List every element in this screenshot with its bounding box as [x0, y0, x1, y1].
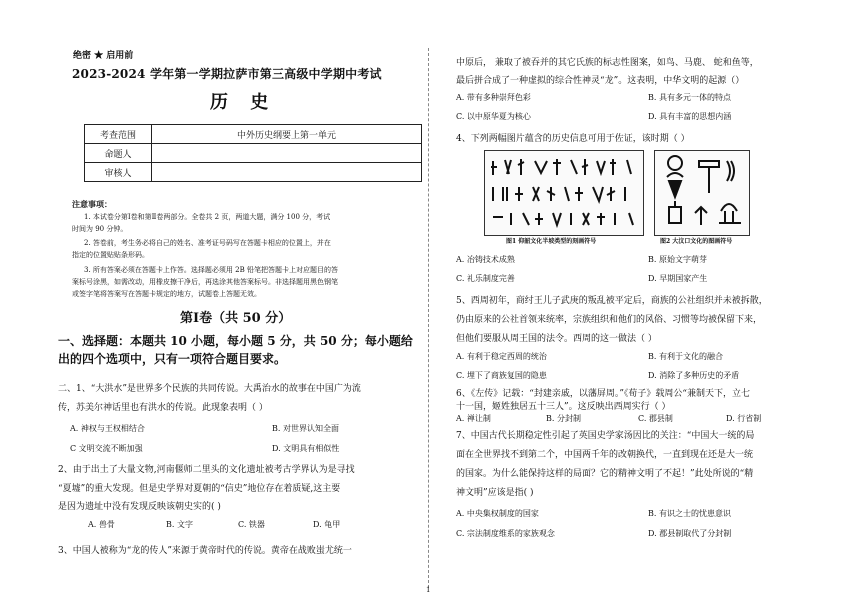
question-text: 中原后， 兼取了被吞并的其它氏族的标志性图案，如鸟、马鹿、 蛇和鱼等， — [456, 58, 759, 68]
question-text: 2、由于出土了大量文物,河南偃师二里头的文化遗址被考古学界认为是寻找 — [58, 465, 355, 475]
notes-heading: 注意事项： — [72, 199, 112, 209]
option-c: C. 礼乐制度完善 — [456, 274, 515, 283]
option-d: D. 早期国家产生 — [648, 274, 708, 283]
notes-line: 指定的位置贴贴条形码。 — [72, 251, 149, 259]
exam-title: 2023-2024 学年第一学期拉萨市第三高级中学期中考试 — [72, 67, 382, 81]
question-text: 7、中国古代长期稳定性引起了英国史学家汤因比的关注：“中国大一统的局 — [456, 431, 755, 441]
option-b: B. 具有多元一体的特点 — [648, 93, 731, 102]
dawenkou-symbols-illustration — [655, 151, 749, 235]
question-text: 5、西周初年，商纣王儿子武庚的叛乱被平定后，商族的公社组织并未被拆散， — [456, 296, 768, 306]
secret-label: 绝密 ★ 启用前 — [73, 51, 134, 61]
option-c: C. 郡县制 — [638, 414, 673, 423]
option-d: D. 龟甲 — [313, 520, 341, 529]
option-b: B. 文字 — [166, 520, 193, 529]
option-d: D. 行省制 — [726, 414, 762, 423]
info-key: 审核人 — [85, 163, 152, 182]
option-a: A. 带有多种崇拜色彩 — [456, 93, 531, 102]
option-a: A. 兽骨 — [88, 520, 115, 529]
option-d: D. 具有丰富的思想内涵 — [648, 112, 732, 121]
question-text: 的国家。为什么能保持这样的局面？它的精神文明了不起！”此处所说的“精 — [456, 469, 754, 479]
question-text: 仍由原来的公社首领来统率，宗族组织和他们的风俗、习惯等均被保留下来， — [456, 315, 763, 325]
section-instruction: 出的四个选项中，只有一项符合题目要求。 — [58, 352, 287, 366]
question-text: 二、1、“大洪水”是世界多个民族的共同传说。大禹治水的故事在中国广为流 — [58, 384, 361, 394]
option-d: D. 消除了多种历史的矛盾 — [648, 371, 740, 380]
option-a: A. 禅让制 — [456, 414, 491, 423]
banpo-symbols-illustration — [485, 151, 643, 235]
info-key: 命题人 — [85, 144, 152, 163]
info-row — [85, 163, 422, 182]
question-text: 但他们要服从周王国的法令。西周的这一做法（ ） — [456, 334, 657, 344]
option-a: A. 有利于稳定西周的统治 — [456, 352, 547, 361]
option-b: B. 有利于文化的融合 — [648, 352, 723, 361]
question-text: 神文明”应该是指( ) — [456, 488, 534, 498]
option-b: B. 分封制 — [546, 414, 581, 423]
figure-1-caption: 图1 仰韶文化半坡类型的刻画符号 — [506, 238, 597, 245]
page-number: 1 — [426, 586, 431, 594]
notes-line: 3. 所有答案必须在答题卡上作答。选择题必须用 2B 铅笔把答题卡上对应题目的答 — [84, 266, 338, 274]
question-text: 传，苏美尔神话里也有洪水的传说。此现象表明（ ） — [58, 403, 268, 413]
section-title: 第Ⅰ卷（共 50 分） — [180, 311, 292, 326]
info-value: 中外历史纲要上第一单元 — [152, 125, 422, 144]
option-a: A. 冶铸技术成熟 — [456, 255, 515, 264]
notes-line: 1. 本试卷分第Ⅰ卷和第Ⅱ卷两部分。全卷共 2 页，两道大题，满分 100 分，考试 — [84, 213, 331, 221]
info-row — [85, 125, 422, 144]
notes-line: 2. 答卷前，考生务必将自己的姓名、准考证号码写在答题卡相应的位置上，并在 — [84, 239, 331, 247]
question-text: “夏墟”的重大发现。但是史学界对夏朝的“信史”地位存在着质疑,这主要 — [58, 484, 341, 494]
column-divider — [428, 48, 429, 588]
question-text: 最后拼合成了一种虚拟的综合性神灵“龙”。这表明，中华文明的起源（） — [456, 76, 745, 86]
option-c: C 文明交流不断加强 — [70, 444, 143, 453]
option-b: B. 对世界认知全面 — [272, 424, 339, 433]
info-value — [152, 144, 422, 163]
question-text: 6、《左传》记载：“封建亲戚，以藩屏周。”《荀子》载周公“兼制天下，立七 — [456, 389, 751, 399]
info-key: 考查范围 — [85, 125, 152, 144]
info-table — [84, 124, 422, 182]
question-text: 4、下列两幅图片蕴含的历史信息可用于佐证，该时期（ ） — [456, 134, 690, 144]
notes-line: 或签字笔将答案写在答题卡规定的地方，试题卷上答题无效。 — [72, 290, 261, 298]
figure-1-image — [484, 150, 644, 236]
option-d: D. 郡县制取代了分封制 — [648, 529, 732, 538]
option-c: C. 以中原华夏为核心 — [456, 112, 531, 121]
question-text: 是因为遗址中没有发现反映该朝史实的( ) — [58, 502, 221, 512]
option-c: C. 铁器 — [238, 520, 265, 529]
figure-2-image — [654, 150, 750, 236]
info-value — [152, 163, 422, 182]
figure-2-caption: 图2 大汶口文化的图画符号 — [660, 238, 733, 245]
option-b: B. 有识之士的忧患意识 — [648, 509, 731, 518]
option-d: D. 文明具有相似性 — [272, 444, 340, 453]
option-c: C. 宗法制度维系的家族观念 — [456, 529, 555, 538]
question-text: 十一国，姬姓独居五十三人”。这反映出西周实行（ ） — [456, 402, 671, 412]
question-text: 面在全世界找不到第二个，中国两千年的改朝换代，一直到现在还是大一统 — [456, 450, 754, 460]
option-a: A. 神权与王权相结合 — [70, 424, 145, 433]
question-text: 3、中国人被称为“龙的传人”来源于黄帝时代的传说。黄帝在战败蚩尤统一 — [58, 546, 352, 556]
notes-line: 时间为 90 分钟。 — [72, 225, 128, 233]
option-c: C. 埋下了商族复国的隐患 — [456, 371, 547, 380]
info-row — [85, 144, 422, 163]
notes-line: 案标号涂黑，如需改动，用橡皮擦干净后，再选涂其他答案标号。非选择题用黑色钢笔 — [72, 278, 338, 286]
subject-title: 历 史 — [210, 92, 277, 113]
option-b: B. 原始文字萌芽 — [648, 255, 707, 264]
section-instruction: 一、选择题：本题共 10 小题，每小题 5 分，共 50 分；每小题给 — [58, 334, 413, 348]
option-a: A. 中央集权制度的国家 — [456, 509, 539, 518]
